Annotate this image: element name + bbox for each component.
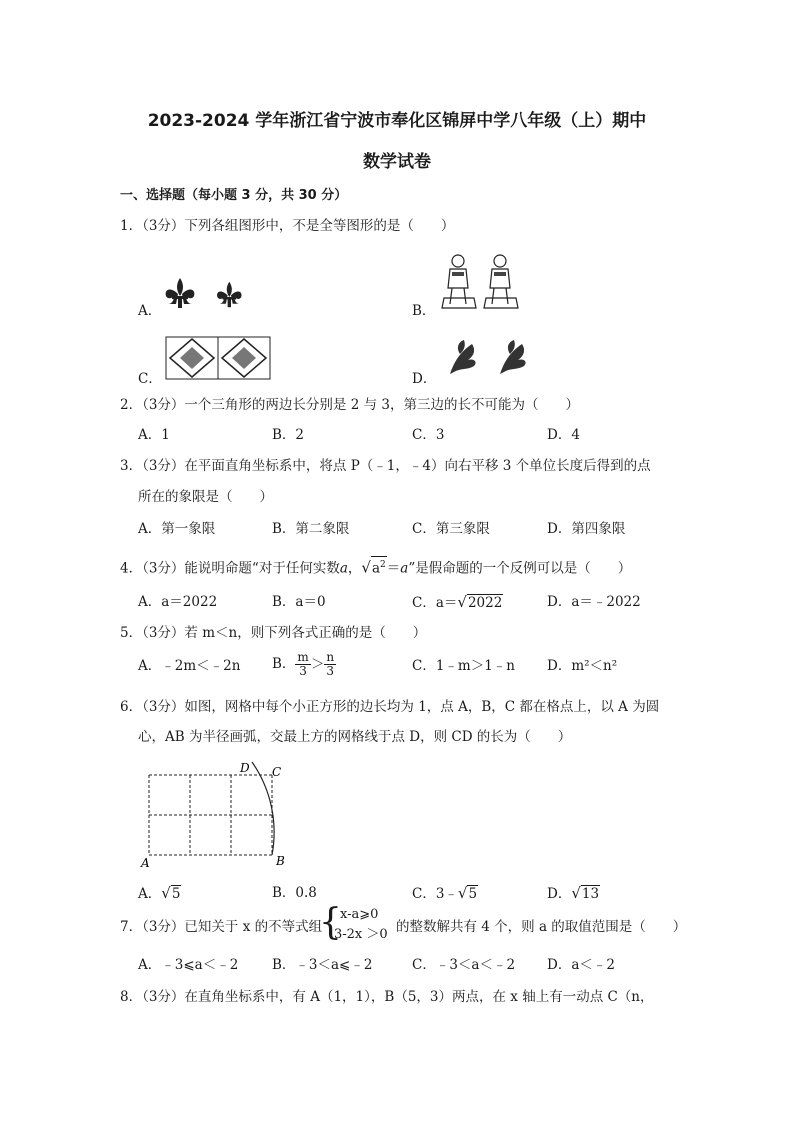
greater-than: ＞ (310, 656, 325, 673)
q2-option-b: B．2 (272, 427, 305, 443)
q7-option-b: B．﹣3＜a⩽﹣2 (272, 957, 373, 973)
q4-option-a: A．a＝2022 (138, 594, 218, 610)
q7-option-c: C．﹣3＜a＜﹣2 (412, 957, 516, 973)
q4-stem (120, 556, 631, 578)
q4-option-b: B．a＝0 (272, 594, 326, 610)
q7-option-a: A．﹣3⩽a＜﹣2 (138, 957, 239, 973)
sqrt-sign: √ (457, 884, 468, 902)
q4-equals: ＝ (386, 560, 401, 577)
q4-option-c-radicand: 2022 (467, 595, 503, 611)
q1-figure-c-diamonds (165, 336, 271, 380)
q6-label-a: A (141, 856, 150, 870)
q5-option-c: C．1﹣m＞1﹣n (412, 658, 516, 674)
q4-option-c-pre: C．a＝ (412, 595, 458, 611)
q7-inequality-2: 3-2x ＞0 (334, 927, 388, 942)
q3-option-a: A．第一象限 (138, 521, 216, 537)
q1-option-d-label: D． (412, 371, 437, 387)
q6-option-a-pre: A． (138, 886, 162, 902)
q1-figure-b-people (440, 252, 526, 312)
fraction-m-over-3: $\frac{m}{3}$ (297, 650, 309, 678)
q5-option-b (272, 651, 336, 678)
q7-inequality-1: x-a⩾0 (340, 907, 379, 922)
q4-sqrt-content: $a^2$ (371, 556, 387, 577)
q8-stem: 8．（3分）在直角坐标系中，有 A（1，1），B（5，3）两点，在 x 轴上有一动点 C（n， (120, 989, 654, 1005)
q3-option-c: C．第三象限 (412, 521, 490, 537)
q6-option-c-pre: C．3﹣ (412, 886, 458, 902)
q6-option-d (547, 884, 600, 903)
q3-stem-line-2: 所在的象限是（ ） (138, 489, 273, 505)
q5-stem: 5．（3分）若 m＜n，则下列各式正确的是（ ） (120, 625, 427, 641)
section-heading: 一、选择题（每小题 3 分，共 30 分） (120, 188, 348, 203)
q2-option-a: A．1 (138, 427, 170, 443)
q2-option-c: C．3 (412, 427, 445, 443)
q1-figure-a-fleur-de-lis (162, 276, 258, 312)
q1-stem: 1．（3分）下列各组图形中，不是全等图形的是（ ） (120, 218, 455, 234)
q4-option-d: D．a＝﹣2022 (547, 594, 641, 610)
q5-option-d: D．m²＜n² (547, 658, 618, 674)
q2-stem: 2．（3分）一个三角形的两边长分别是 2 与 3，第三边的长不可能为（ ） (120, 397, 579, 413)
q6-option-c (412, 884, 478, 903)
q7-option-d: D．a＜﹣2 (547, 957, 615, 973)
q1-figure-d-leaves (444, 338, 540, 378)
fraction-n-over-3: $\frac{n}{3}$ (326, 650, 335, 678)
q3-option-b: B．第二象限 (272, 521, 350, 537)
q4-stem-post: ”是假命题的一个反例可以是（ ） (408, 560, 632, 577)
system-brace: { (319, 902, 342, 943)
q7-stem-pre: 7．（3分）已知关于 x 的不等式组 (120, 919, 323, 935)
title-line-1: 2023-2024 学年浙江省宁波市奉化区锦屏中学八年级（上）期中 (147, 111, 647, 131)
q6-option-c-radicand: 5 (468, 886, 478, 902)
q6-grid-figure (140, 762, 300, 872)
q6-option-d-radicand: 13 (581, 886, 600, 902)
q4-stem-var: a (339, 560, 348, 577)
q4-sqrt-sign: √ (361, 558, 371, 577)
q2-option-d: D．4 (547, 427, 580, 443)
q5-option-a: A．﹣2m＜﹣2n (138, 658, 241, 674)
q5-option-b-pre: B． (272, 656, 296, 672)
q1-option-b-label: B． (412, 303, 436, 319)
title-line-2: 数学试卷 (363, 152, 431, 172)
q4-option-c (412, 593, 503, 612)
q4-stem-pre: 4．（3分）能说明命题“对于任何实数 (120, 560, 340, 577)
q6-label-b: B (276, 854, 285, 868)
q7-stem-post: 的整数解共有 4 个，则 a 的取值范围是（ ） (396, 919, 687, 935)
q6-option-d-pre: D． (547, 886, 572, 902)
q4-stem-mid: ， (347, 560, 362, 577)
q6-option-b: B．0.8 (272, 885, 317, 901)
q6-stem-line-2: 心，AB 为半径画弧，交最上方的网格线于点 D，则 CD 的长为（ ） (138, 729, 572, 745)
sqrt-sign: √ (161, 884, 171, 902)
q6-option-a (138, 884, 181, 903)
sqrt-sign: √ (571, 884, 581, 902)
q3-stem-line-1: 3．（3分）在平面直角坐标系中，将点 P（﹣1，﹣4）向右平移 3 个单位长度后得到的点 (120, 458, 651, 474)
q4-rhs: a (400, 560, 409, 577)
q1-option-a-label: A． (138, 303, 162, 319)
q6-label-d: D (240, 761, 250, 775)
q1-option-c-label: C． (138, 371, 162, 387)
q6-label-c: C (272, 765, 282, 779)
q6-option-a-radicand: 5 (171, 886, 181, 902)
sqrt-sign: √ (457, 593, 467, 611)
q6-stem-line-1: 6．（3分）如图，网格中每个小正方形的边长均为 1，点 A，B，C 都在格点上，以 A 为圆 (120, 699, 660, 715)
q3-option-d: D．第四象限 (547, 521, 626, 537)
